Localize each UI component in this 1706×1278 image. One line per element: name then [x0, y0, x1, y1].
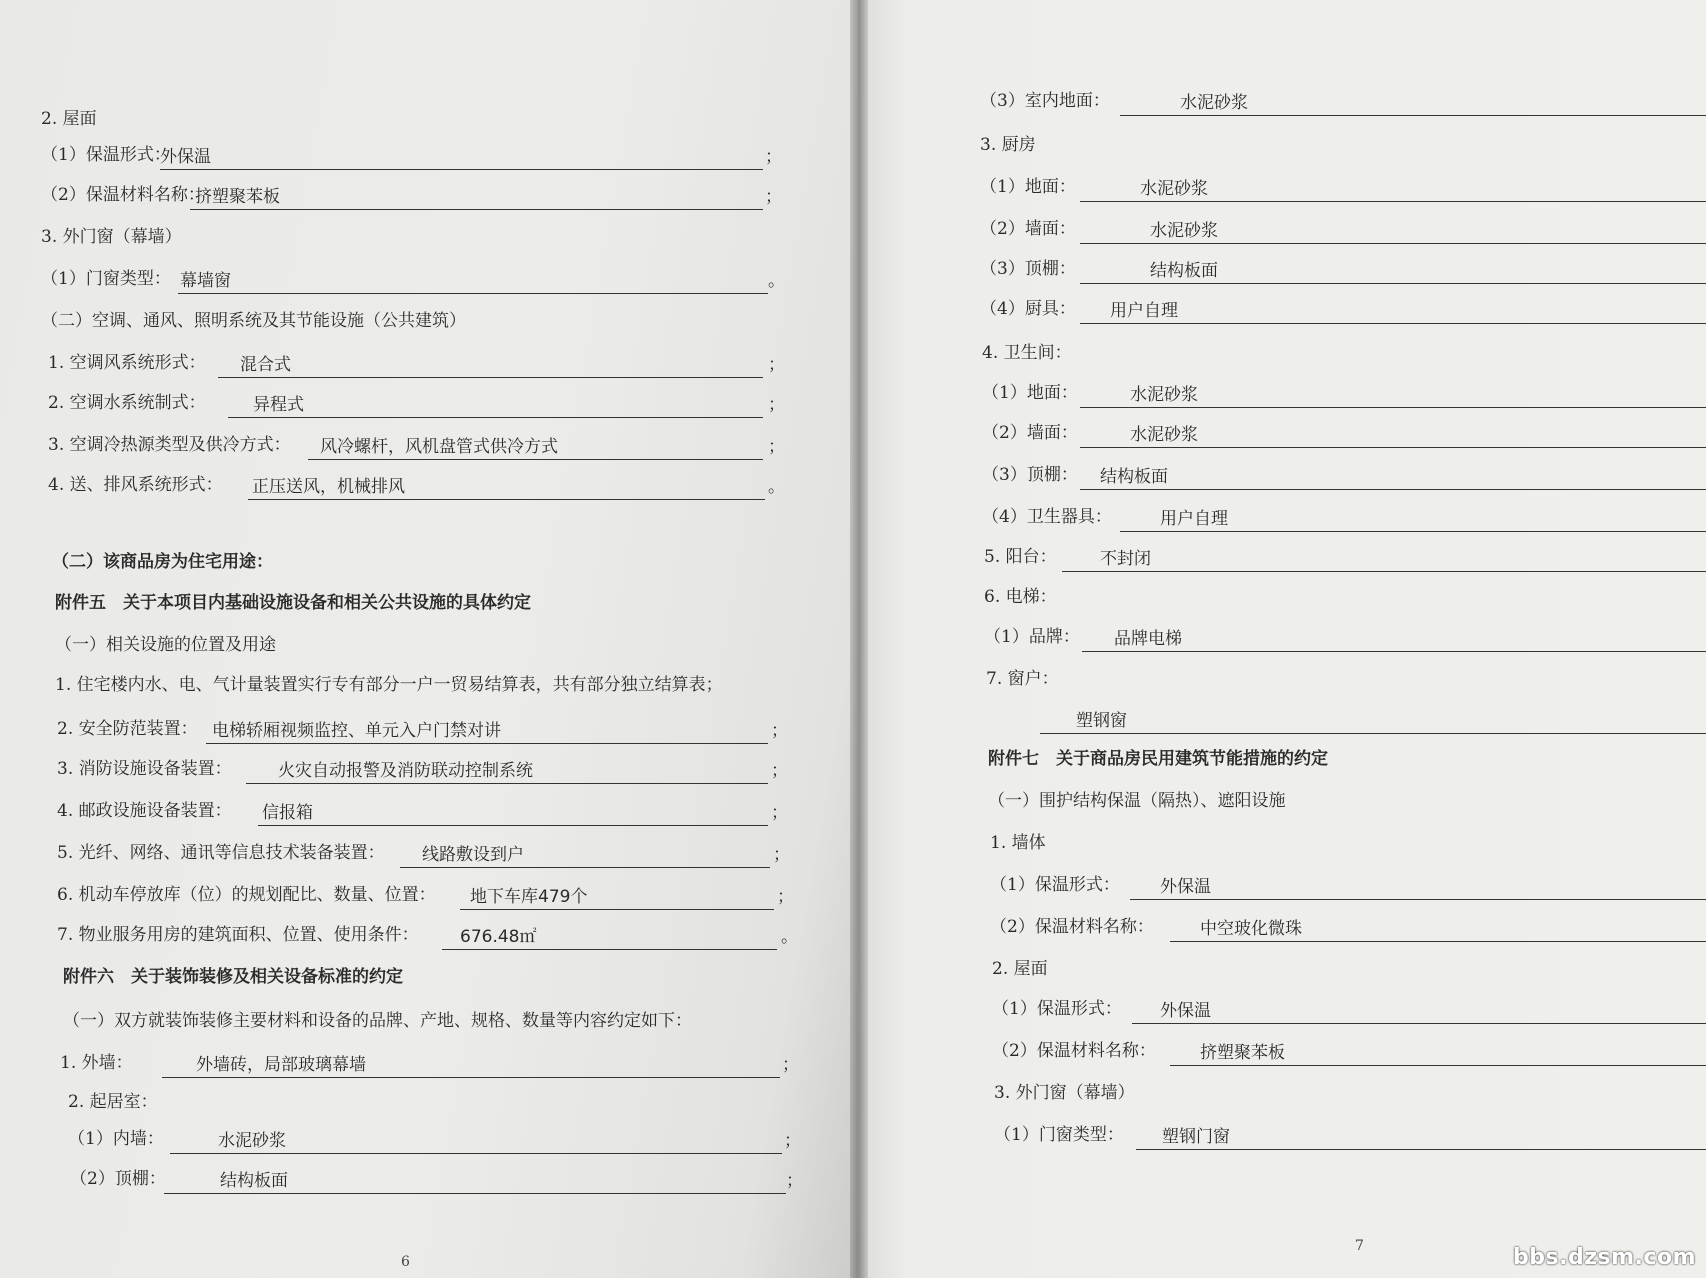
left-line-l4 [41, 226, 761, 252]
left-line-l12 [55, 592, 775, 618]
field-label: 7. 物业服务用房的建筑面积、位置、使用条件： [57, 925, 419, 945]
fill-underline [1170, 1065, 1706, 1066]
field-label: 4. 送、排风系统形式： [48, 475, 223, 495]
right-line-r3 [980, 176, 1706, 202]
field-label: （1）保温形式： [992, 999, 1122, 1019]
fill-underline [1080, 201, 1706, 202]
fill-underline [178, 293, 768, 294]
line-end-punctuation: ； [782, 1055, 799, 1075]
left-line-l25 [68, 1128, 804, 1154]
field-label: 6. 机动车停放库（位）的规划配比、数量、位置： [57, 885, 436, 905]
field-value: 中空玻化微珠 [1200, 919, 1302, 939]
right-line-r19 [990, 832, 1706, 858]
fill-underline [218, 377, 763, 378]
fill-underline [162, 1077, 780, 1078]
left-line-l16 [57, 758, 791, 784]
field-label: （3）顶棚： [980, 259, 1076, 279]
fill-underline [1120, 115, 1706, 116]
field-label: 附件六 关于装饰装修及相关设备标准的约定 [63, 967, 403, 987]
field-label: 3. 空调冷热源类型及供冷方式： [48, 435, 291, 455]
field-value: 电梯轿厢视频监控、单元入户门禁对讲 [212, 721, 501, 741]
fill-underline [228, 417, 763, 418]
line-end-punctuation: 。 [781, 927, 798, 947]
field-label: （二）空调、通风、照明系统及其节能设施（公共建筑） [41, 311, 466, 331]
fill-underline [258, 825, 768, 826]
right-line-r17 [988, 748, 1706, 774]
left-line-l15 [57, 718, 791, 744]
fill-underline [1132, 1023, 1706, 1024]
left-line-l13 [55, 634, 775, 660]
line-end-punctuation: ； [765, 147, 782, 167]
left-line-l22 [63, 1010, 783, 1036]
field-label: 1. 空调风系统形式： [48, 353, 206, 373]
watermark: bbs.dzsm.com [1513, 1245, 1696, 1270]
field-value: 外保温 [160, 147, 211, 167]
line-end-punctuation: ； [784, 1131, 801, 1151]
left-line-l1 [41, 108, 761, 134]
right-line-r25 [994, 1082, 1706, 1108]
field-value: 水泥砂浆 [218, 1131, 286, 1151]
field-value: 线路敷设到户 [422, 845, 524, 865]
field-label: 3. 外门窗（幕墙） [41, 227, 182, 247]
field-label: 6. 电梯： [984, 587, 1057, 607]
field-value: 塑钢窗 [1076, 711, 1127, 731]
right-line-r26 [994, 1124, 1706, 1150]
left-line-l20 [57, 924, 801, 950]
field-value: 风冷螺杆，风机盘管式供冷方式 [320, 437, 558, 457]
field-label: 2. 安全防范装置： [57, 719, 198, 739]
left-line-l9 [48, 434, 788, 460]
field-label: 7. 窗户： [986, 669, 1059, 689]
fill-underline [442, 949, 777, 950]
field-label: （2）保温材料名称： [990, 917, 1154, 937]
field-value: 结构板面 [220, 1171, 288, 1191]
field-label: 3. 厨房 [980, 135, 1036, 155]
left-line-l11 [52, 551, 772, 577]
line-end-punctuation: ； [777, 887, 794, 907]
field-value: 水泥砂浆 [1180, 93, 1248, 113]
right-line-r21 [990, 916, 1706, 942]
line-end-punctuation: ； [768, 355, 785, 375]
field-label: （4）卫生器具： [982, 507, 1112, 527]
field-label: （1）地面： [982, 383, 1078, 403]
field-label: （1）品牌： [984, 627, 1080, 647]
field-label: 2. 屋面 [41, 109, 97, 129]
right-line-r11 [982, 506, 1706, 532]
right-line-r13 [984, 586, 1704, 612]
fill-underline [1130, 899, 1706, 900]
field-value: 幕墙窗 [180, 271, 231, 291]
field-label: （2）保温材料名称： [992, 1041, 1156, 1061]
fill-underline [308, 459, 763, 460]
right-line-r22 [992, 958, 1706, 984]
book-spine [850, 0, 868, 1278]
right-line-r2 [980, 134, 1700, 160]
fill-underline [1120, 531, 1706, 532]
field-label: （一）双方就装饰装修主要材料和设备的品牌、产地、规格、数量等内容约定如下： [63, 1011, 692, 1031]
field-label: （二）该商品房为住宅用途： [52, 552, 273, 572]
field-label: （3）顶棚： [982, 465, 1078, 485]
field-label: 1. 墙体 [990, 833, 1046, 853]
right-line-r8 [982, 382, 1706, 408]
fill-underline [1062, 571, 1706, 572]
field-value: 外保温 [1160, 1001, 1211, 1021]
line-end-punctuation: ； [771, 761, 788, 781]
right-line-r20 [990, 874, 1706, 900]
right-line-r15 [986, 668, 1706, 694]
fill-underline [1080, 447, 1706, 448]
left-line-l24 [68, 1091, 788, 1117]
field-label: 2. 空调水系统制式： [48, 393, 206, 413]
field-value: 品牌电梯 [1114, 629, 1182, 649]
field-value: 水泥砂浆 [1150, 221, 1218, 241]
field-value: 地下车库479个 [470, 887, 588, 907]
fill-underline [206, 743, 768, 744]
field-value: 结构板面 [1100, 467, 1168, 487]
field-label: （1）门窗类型： [994, 1125, 1124, 1145]
left-line-l6 [41, 310, 761, 336]
field-label: （3）室内地面： [980, 91, 1110, 111]
field-label: （2）顶棚： [70, 1169, 166, 1189]
line-end-punctuation: ； [786, 1171, 803, 1191]
fill-underline [1170, 941, 1706, 942]
fill-underline [1080, 489, 1706, 490]
left-line-l26 [70, 1168, 806, 1194]
fill-underline [1040, 733, 1706, 734]
right-line-r9 [982, 422, 1706, 448]
field-value: 混合式 [240, 355, 291, 375]
line-end-punctuation: ； [773, 845, 790, 865]
right-line-r24 [992, 1040, 1706, 1066]
field-label: 1. 住宅楼内水、电、气计量装置实行专有部分一户一贸易结算表，共有部分独立结算表； [55, 675, 723, 695]
field-label: （1）门窗类型： [41, 269, 171, 289]
field-label: （1）内墙： [68, 1129, 164, 1149]
line-end-punctuation: ； [768, 395, 785, 415]
left-line-l17 [57, 800, 791, 826]
fill-underline [170, 1153, 782, 1154]
line-end-punctuation: ； [771, 803, 788, 823]
page-number-right: 7 [1355, 1238, 1364, 1254]
field-label: 2. 起居室： [68, 1092, 158, 1112]
field-value: 塑钢门窗 [1162, 1127, 1230, 1147]
field-value: 挤塑聚苯板 [1200, 1043, 1285, 1063]
field-value: 外保温 [1160, 877, 1211, 897]
fill-underline [246, 783, 768, 784]
fill-underline [1080, 323, 1706, 324]
field-label: （4）厨具： [980, 299, 1076, 319]
fill-underline [160, 169, 763, 170]
field-value: 水泥砂浆 [1130, 385, 1198, 405]
field-label: 2. 屋面 [992, 959, 1048, 979]
left-line-l18 [57, 842, 793, 868]
field-value: 结构板面 [1150, 261, 1218, 281]
field-value: 异程式 [253, 395, 304, 415]
left-line-l10 [48, 474, 788, 500]
field-label: （2）墙面： [982, 423, 1078, 443]
fill-underline [1080, 283, 1706, 284]
field-label: （2）墙面： [980, 219, 1076, 239]
field-label: 3. 外门窗（幕墙） [994, 1083, 1135, 1103]
left-line-l8 [48, 392, 788, 418]
right-line-r12 [984, 546, 1706, 572]
field-value: 不封闭 [1100, 549, 1151, 569]
field-value: 用户自理 [1110, 301, 1178, 321]
field-value: 水泥砂浆 [1140, 179, 1208, 199]
field-value: 火灾自动报警及消防联动控制系统 [278, 761, 533, 781]
field-label: （一）围护结构保温（隔热）、遮阳设施 [988, 791, 1286, 811]
right-line-r10 [982, 464, 1706, 490]
right-line-r18 [988, 790, 1706, 816]
left-line-l5 [41, 268, 788, 294]
right-line-r23 [992, 998, 1706, 1024]
left-line-l21 [63, 966, 783, 992]
field-label: 5. 阳台： [984, 547, 1057, 567]
field-value: 挤塑聚苯板 [195, 187, 280, 207]
page-number-left: 6 [401, 1254, 410, 1270]
fill-underline [400, 867, 770, 868]
left-line-l3 [41, 184, 785, 210]
left-line-l14 [55, 674, 775, 700]
fill-underline [1082, 651, 1706, 652]
right-line-r16 [986, 708, 1706, 734]
field-label: 1. 外墙： [60, 1053, 133, 1073]
field-label: 附件五 关于本项目内基础设施设备和相关公共设施的具体约定 [55, 593, 531, 613]
right-line-r4 [980, 218, 1706, 244]
right-line-r7 [982, 342, 1702, 368]
left-line-l19 [57, 884, 797, 910]
field-label: 附件七 关于商品房民用建筑节能措施的约定 [988, 749, 1328, 769]
field-value: 水泥砂浆 [1130, 425, 1198, 445]
field-value: 正压送风，机械排风 [252, 477, 405, 497]
right-line-r14 [984, 626, 1706, 652]
field-label: 3. 消防设施设备装置： [57, 759, 232, 779]
line-end-punctuation: ； [765, 187, 782, 207]
line-end-punctuation: ； [768, 437, 785, 457]
fill-underline [190, 209, 763, 210]
field-value: 用户自理 [1160, 509, 1228, 529]
field-label: 4. 邮政设施设备装置： [57, 801, 232, 821]
fill-underline [248, 499, 765, 500]
field-value: 外墙砖，局部玻璃幕墙 [196, 1055, 366, 1075]
line-end-punctuation: 。 [768, 271, 785, 291]
right-line-r1 [980, 90, 1706, 116]
field-label: （1）地面： [980, 177, 1076, 197]
field-label: （1）保温形式： [41, 145, 171, 165]
line-end-punctuation: ； [771, 721, 788, 741]
left-line-l2 [41, 144, 785, 170]
field-label: 5. 光纤、网络、通讯等信息技术装备装置： [57, 843, 385, 863]
right-line-r5 [980, 258, 1706, 284]
fill-underline [1080, 407, 1706, 408]
fill-underline [460, 909, 774, 910]
field-value: 676.48㎡ [460, 927, 537, 947]
fill-underline [164, 1193, 786, 1194]
field-label: （2）保温材料名称： [41, 185, 205, 205]
right-line-r6 [980, 298, 1706, 324]
line-end-punctuation: 。 [768, 477, 785, 497]
field-value: 信报箱 [262, 803, 313, 823]
left-line-l7 [48, 352, 788, 378]
left-line-l23 [60, 1052, 802, 1078]
field-label: （一）相关设施的位置及用途 [55, 635, 276, 655]
fill-underline [1136, 1149, 1706, 1150]
field-label: 4. 卫生间： [982, 343, 1072, 363]
fill-underline [1080, 243, 1706, 244]
field-label: （1）保温形式： [990, 875, 1120, 895]
